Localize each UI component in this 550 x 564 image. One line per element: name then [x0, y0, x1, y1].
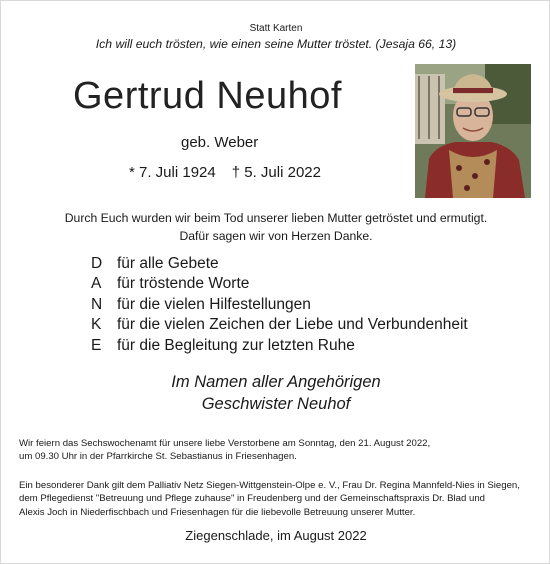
danke-text: für die vielen Hilfestellungen — [117, 295, 311, 313]
danke-row — [91, 336, 468, 356]
signature-line-1: Im Namen aller Angehörigen — [171, 373, 381, 391]
service-line-2: um 09.30 Uhr in der Pfarrkirche St. Sebastianus in Friesenhagen. — [19, 451, 297, 463]
portrait-photo — [415, 64, 531, 198]
danke-letter: N — [91, 295, 103, 313]
signature-line-2: Geschwister Neuhof — [201, 395, 351, 413]
danke-list — [91, 254, 468, 356]
special-thanks — [19, 479, 520, 519]
danke-text: für tröstende Worte — [117, 275, 250, 293]
danke-letter: A — [91, 275, 102, 293]
danke-text: für alle Gebete — [117, 255, 219, 272]
danke-row — [91, 295, 468, 315]
danke-row — [91, 254, 468, 274]
danke-letter: K — [91, 316, 102, 334]
thanks-line-2: Dafür sagen wir von Herzen Danke. — [179, 229, 373, 243]
service-announcement — [19, 437, 430, 464]
danke-text: für die Begleitung zur letzten Ruhe — [117, 336, 355, 354]
special-thanks-line-1: Ein besonderer Dank gilt dem Palliativ Netz Siegen-Wittgenstein-Olpe e. V., Frau Dr. Regina Mannfeld-Nies in Siegen, — [19, 480, 520, 491]
service-line-1: Wir feiern das Sechswochenamt für unsere liebe Verstorbene am Sonntag, den 21. August 2022, — [19, 438, 431, 449]
special-thanks-line-2: dem Pflegedienst "Betreuung und Pflege zuhause" in Freudenberg und der Gemeinschaftspraxis Dr. Blad und — [19, 493, 485, 505]
maiden-name: geb. Weber — [181, 134, 259, 151]
danke-letter: E — [91, 336, 102, 354]
death-date: † 5. Juli 2022 — [231, 164, 321, 181]
danke-row — [91, 274, 468, 294]
danke-text: für die vielen Zeichen der Liebe und Verbundenheit — [117, 316, 468, 334]
special-thanks-line-3: Alexis Joch in Niederfischbach und Friesenhagen für die liebevolle Betreuung unserer Mutter. — [19, 506, 416, 518]
thanks-line-1: Durch Euch wurden wir beim Tod unserer lieben Mutter getröstet und ermutigt. — [64, 211, 488, 225]
bible-quote: Ich will euch trösten, wie einen seine Mutter tröstet. (Jesaja 66, 13) — [95, 37, 457, 51]
danke-letter: D — [91, 255, 103, 272]
statt-karten-label: Statt Karten — [249, 23, 303, 34]
closing-place-date: Ziegenschlade, im August 2022 — [185, 528, 367, 543]
deceased-name: Gertrud Neuhof — [73, 75, 342, 117]
life-dates — [129, 164, 321, 181]
birth-date: * 7. Juli 1924 — [129, 164, 216, 181]
danke-row — [91, 315, 468, 335]
